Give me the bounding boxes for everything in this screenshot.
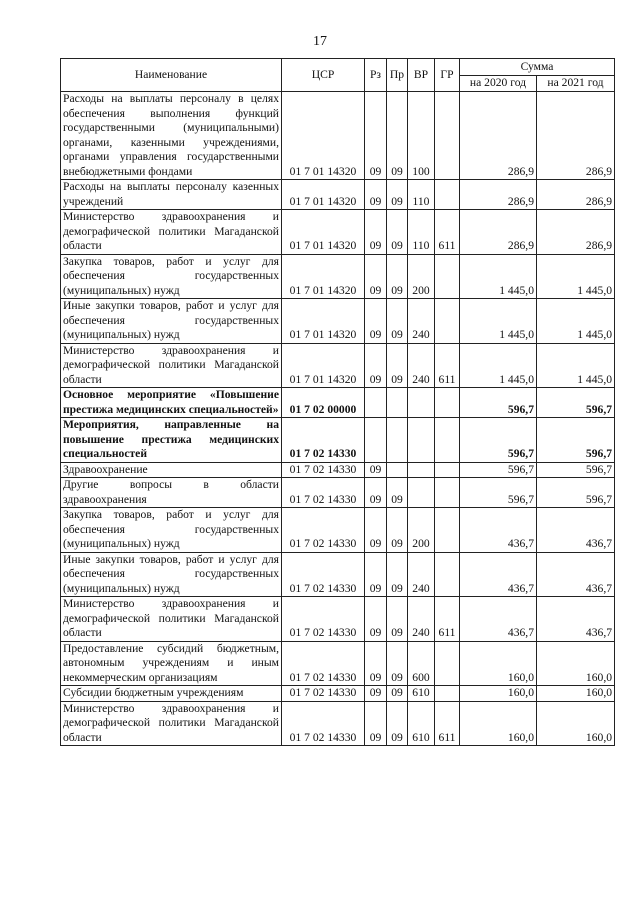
- cell-rz: 09: [365, 508, 387, 553]
- table-row: [61, 597, 615, 642]
- cell-rz: 09: [365, 478, 387, 508]
- budget-table: [60, 58, 615, 746]
- cell-name: Министерство здравоохранения и демографической политики Магаданской области: [61, 210, 282, 255]
- cell-csr: 01 7 02 14330: [282, 597, 365, 642]
- cell-csr: 01 7 02 14330: [282, 462, 365, 478]
- cell-rz: 09: [365, 552, 387, 597]
- cell-name: Закупка товаров, работ и услуг для обеспечения государственных (муниципальных) нужд: [61, 508, 282, 553]
- cell-pr: [387, 418, 408, 463]
- cell-gr: [435, 641, 460, 686]
- cell-amount-2021: 160,0: [537, 701, 615, 746]
- cell-name: Расходы на выплаты персоналу казенных учреждений: [61, 180, 282, 210]
- cell-amount-2020: 286,9: [460, 92, 537, 180]
- table-row: [61, 701, 615, 746]
- table-row: [61, 508, 615, 553]
- cell-amount-2020: 596,7: [460, 462, 537, 478]
- cell-rz: 09: [365, 180, 387, 210]
- cell-rz: 09: [365, 210, 387, 255]
- cell-amount-2020: 596,7: [460, 388, 537, 418]
- cell-csr: 01 7 02 14330: [282, 418, 365, 463]
- cell-amount-2021: 160,0: [537, 686, 615, 702]
- cell-amount-2021: 160,0: [537, 641, 615, 686]
- cell-csr: 01 7 02 14330: [282, 701, 365, 746]
- table-row: [61, 343, 615, 388]
- cell-name: Субсидии бюджетным учреждениям: [61, 686, 282, 702]
- table-row: [61, 180, 615, 210]
- table-row: [61, 418, 615, 463]
- cell-vr: 110: [408, 180, 435, 210]
- table-row: [61, 92, 615, 180]
- cell-vr: [408, 478, 435, 508]
- header-rz: Рз: [365, 59, 387, 92]
- cell-vr: [408, 462, 435, 478]
- cell-csr: 01 7 02 14330: [282, 508, 365, 553]
- cell-name: Закупка товаров, работ и услуг для обеспечения государственных (муниципальных) нужд: [61, 254, 282, 299]
- cell-rz: 09: [365, 462, 387, 478]
- table-row: [61, 388, 615, 418]
- cell-rz: 09: [365, 641, 387, 686]
- cell-amount-2021: 286,9: [537, 92, 615, 180]
- cell-amount-2020: 436,7: [460, 552, 537, 597]
- cell-csr: 01 7 01 14320: [282, 254, 365, 299]
- cell-amount-2021: 596,7: [537, 478, 615, 508]
- cell-vr: 110: [408, 210, 435, 255]
- header-sum: Сумма: [460, 59, 615, 76]
- cell-vr: [408, 388, 435, 418]
- cell-pr: 09: [387, 254, 408, 299]
- cell-gr: 611: [435, 210, 460, 255]
- cell-vr: 100: [408, 92, 435, 180]
- cell-rz: 09: [365, 597, 387, 642]
- cell-csr: 01 7 01 14320: [282, 343, 365, 388]
- cell-amount-2021: 436,7: [537, 552, 615, 597]
- cell-amount-2020: 436,7: [460, 508, 537, 553]
- cell-name: Иные закупки товаров, работ и услуг для обеспечения государственных (муниципальных) нужд: [61, 299, 282, 344]
- table-row: [61, 210, 615, 255]
- cell-amount-2020: 1 445,0: [460, 299, 537, 344]
- cell-vr: 240: [408, 343, 435, 388]
- cell-gr: [435, 299, 460, 344]
- cell-csr: 01 7 02 14330: [282, 686, 365, 702]
- cell-amount-2021: 436,7: [537, 508, 615, 553]
- cell-name: Другие вопросы в области здравоохранения: [61, 478, 282, 508]
- table-row: [61, 641, 615, 686]
- cell-rz: [365, 418, 387, 463]
- cell-amount-2020: 160,0: [460, 686, 537, 702]
- header-vr: ВР: [408, 59, 435, 92]
- cell-name: Мероприятия, направленные на повышение престижа медицинских специальностей: [61, 418, 282, 463]
- cell-amount-2020: 596,7: [460, 418, 537, 463]
- cell-gr: [435, 462, 460, 478]
- header-year-2020: на 2020 год: [460, 75, 537, 92]
- header-csr: ЦСР: [282, 59, 365, 92]
- cell-pr: 09: [387, 597, 408, 642]
- cell-vr: 600: [408, 641, 435, 686]
- cell-pr: 09: [387, 180, 408, 210]
- cell-name: Иные закупки товаров, работ и услуг для обеспечения государственных (муниципальных) нужд: [61, 552, 282, 597]
- cell-vr: 240: [408, 552, 435, 597]
- cell-amount-2020: 160,0: [460, 701, 537, 746]
- table-row: [61, 552, 615, 597]
- cell-rz: 09: [365, 92, 387, 180]
- cell-amount-2021: 596,7: [537, 388, 615, 418]
- cell-pr: 09: [387, 508, 408, 553]
- cell-amount-2020: 160,0: [460, 641, 537, 686]
- cell-vr: 240: [408, 299, 435, 344]
- cell-rz: 09: [365, 343, 387, 388]
- cell-csr: 01 7 02 14330: [282, 641, 365, 686]
- cell-pr: 09: [387, 641, 408, 686]
- cell-amount-2021: 1 445,0: [537, 254, 615, 299]
- cell-amount-2021: 286,9: [537, 210, 615, 255]
- page-number: 17: [313, 34, 327, 49]
- cell-csr: 01 7 01 14320: [282, 299, 365, 344]
- cell-pr: 09: [387, 701, 408, 746]
- cell-name: Министерство здравоохранения и демографической политики Магаданской области: [61, 597, 282, 642]
- cell-vr: 610: [408, 686, 435, 702]
- cell-gr: [435, 686, 460, 702]
- cell-pr: 09: [387, 686, 408, 702]
- cell-pr: 09: [387, 552, 408, 597]
- cell-csr: 01 7 01 14320: [282, 180, 365, 210]
- cell-pr: 09: [387, 210, 408, 255]
- cell-csr: 01 7 02 14330: [282, 478, 365, 508]
- cell-vr: 200: [408, 508, 435, 553]
- cell-name: Предоставление субсидий бюджетным, автономным учреждениям и иным некоммерческим организациям: [61, 641, 282, 686]
- cell-name: Основное мероприятие «Повышение престижа медицинских специальностей»: [61, 388, 282, 418]
- cell-amount-2021: 286,9: [537, 180, 615, 210]
- cell-gr: [435, 478, 460, 508]
- cell-vr: [408, 418, 435, 463]
- header-year-2021: на 2021 год: [537, 75, 615, 92]
- cell-gr: 611: [435, 343, 460, 388]
- cell-pr: 09: [387, 92, 408, 180]
- cell-name: Здравоохранение: [61, 462, 282, 478]
- cell-amount-2021: 596,7: [537, 462, 615, 478]
- cell-rz: 09: [365, 701, 387, 746]
- cell-gr: [435, 508, 460, 553]
- header-gr: ГР: [435, 59, 460, 92]
- cell-rz: 09: [365, 254, 387, 299]
- cell-rz: 09: [365, 299, 387, 344]
- cell-vr: 200: [408, 254, 435, 299]
- cell-amount-2020: 1 445,0: [460, 254, 537, 299]
- cell-pr: [387, 388, 408, 418]
- cell-name: Министерство здравоохранения и демографической политики Магаданской области: [61, 701, 282, 746]
- table-row: [61, 462, 615, 478]
- cell-amount-2021: 1 445,0: [537, 299, 615, 344]
- table-row: [61, 299, 615, 344]
- cell-gr: [435, 92, 460, 180]
- cell-gr: 611: [435, 597, 460, 642]
- cell-pr: 09: [387, 343, 408, 388]
- cell-pr: [387, 462, 408, 478]
- cell-rz: [365, 388, 387, 418]
- cell-amount-2021: 596,7: [537, 418, 615, 463]
- cell-amount-2020: 436,7: [460, 597, 537, 642]
- cell-csr: 01 7 02 00000: [282, 388, 365, 418]
- cell-csr: 01 7 01 14320: [282, 210, 365, 255]
- header-pr: Пр: [387, 59, 408, 92]
- cell-csr: 01 7 02 14330: [282, 552, 365, 597]
- header-name: Наименование: [61, 59, 282, 92]
- cell-gr: 611: [435, 701, 460, 746]
- cell-amount-2020: 596,7: [460, 478, 537, 508]
- cell-amount-2021: 1 445,0: [537, 343, 615, 388]
- cell-amount-2020: 1 445,0: [460, 343, 537, 388]
- cell-amount-2021: 436,7: [537, 597, 615, 642]
- cell-name: Расходы на выплаты персоналу в целях обеспечения выполнения функций государственными (муниципальными) органами, казенными учреждениями, органами управления государственными внебюджетными фондами: [61, 92, 282, 180]
- cell-csr: 01 7 01 14320: [282, 92, 365, 180]
- cell-pr: 09: [387, 478, 408, 508]
- cell-gr: [435, 552, 460, 597]
- cell-amount-2020: 286,9: [460, 210, 537, 255]
- cell-vr: 240: [408, 597, 435, 642]
- cell-pr: 09: [387, 299, 408, 344]
- cell-vr: 610: [408, 701, 435, 746]
- cell-gr: [435, 254, 460, 299]
- table-row: [61, 254, 615, 299]
- cell-amount-2020: 286,9: [460, 180, 537, 210]
- cell-gr: [435, 418, 460, 463]
- cell-gr: [435, 388, 460, 418]
- cell-gr: [435, 180, 460, 210]
- table-row: [61, 686, 615, 702]
- cell-name: Министерство здравоохранения и демографической политики Магаданской области: [61, 343, 282, 388]
- table-row: [61, 478, 615, 508]
- cell-rz: 09: [365, 686, 387, 702]
